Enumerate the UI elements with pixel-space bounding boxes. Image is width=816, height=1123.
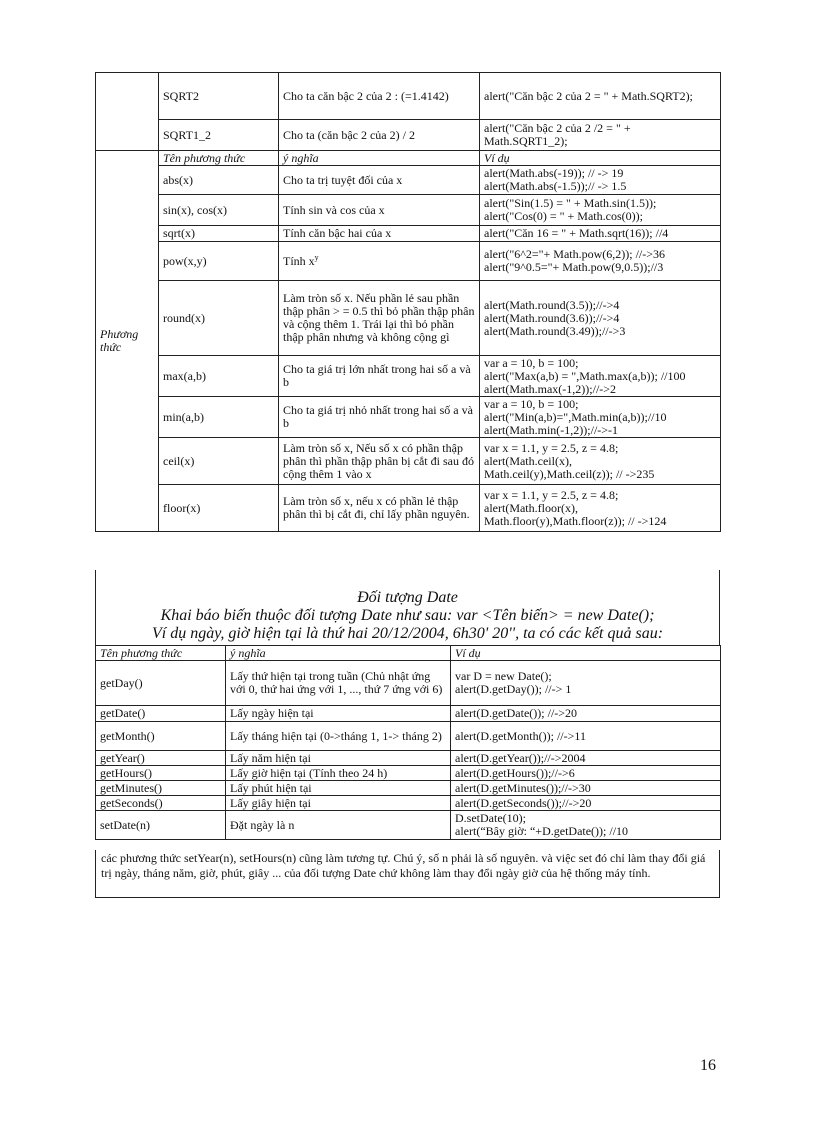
exponent-superscript: y [314,252,319,262]
method-example-cell: var x = 1.1, y = 2.5, z = 4.8; alert(Math.ceil(x), Math.ceil(y),Math.ceil(z)); // ->235 [480,438,721,485]
table-row [96,811,721,840]
method-meaning-cell: Cho ta trị tuyệt đối của x [279,166,480,195]
table-row [96,281,721,356]
date-method-meaning-cell: Lấy thứ hiện tại trong tuần (Chủ nhật ứng với 0, thứ hai ứng với 1, ..., thứ 7 ứng với 6) [226,661,451,706]
header-example-cell: Ví dụ [480,151,721,166]
method-meaning-cell: Làm tròn số x, nếu x có phần lẻ thập phân thì bị cắt đi, chỉ lấy phần nguyên. [279,485,480,532]
property-meaning-cell: Cho ta căn bậc 2 của 2 : (=1.4142) [279,73,480,120]
method-meaning-cell: Làm tròn số x, Nếu số x có phần thập phân thì phần thập phân bị cắt đi sau đó cộng thêm 1 vào x [279,438,480,485]
table-row [96,781,721,796]
method-meaning-cell: Cho ta giá trị lớn nhất trong hai số a và b [279,356,480,397]
date-method-example-cell: alert(D.getMinutes());//->30 [451,781,721,796]
method-name-cell: min(a,b) [159,397,279,438]
page-number: 16 [700,1057,716,1074]
method-name-cell: round(x) [159,281,279,356]
property-example-cell: alert("Căn bậc 2 của 2 = " + Math.SQRT2); [480,73,721,120]
table-row [96,120,721,151]
table-header-row [96,151,721,166]
method-name-cell: ceil(x) [159,438,279,485]
property-meaning-cell: Cho ta (căn bậc 2 của 2) / 2 [279,120,480,151]
date-method-meaning-cell: Lấy năm hiện tại [226,751,451,766]
date-method-example-cell: alert(D.getMonth()); //->11 [451,722,721,751]
table-row [96,73,721,120]
date-method-name-cell: getYear() [96,751,226,766]
table-row [96,226,721,242]
property-example-cell: alert("Căn bậc 2 của 2 /2 = " + Math.SQRT1_2); [480,120,721,151]
table-row [96,397,721,438]
table-row [96,661,721,706]
date-method-meaning-cell: Lấy tháng hiện tại (0->tháng 1, 1-> tháng 2) [226,722,451,751]
table-row [96,796,721,811]
table-row [96,166,721,195]
header-name-cell: Tên phương thức [96,646,226,661]
method-example-cell: alert(Math.round(3.5));//->4 alert(Math.round(3.6));//->4 alert(Math.round(3.49));//->3 [480,281,721,356]
date-method-name-cell: setDate(n) [96,811,226,840]
date-method-name-cell: getMonth() [96,722,226,751]
date-method-example-cell: alert(D.getSeconds());//->20 [451,796,721,811]
method-meaning-cell: Tính căn bậc hai của x [279,226,480,242]
method-meaning-cell: Tính $x^y$ [279,242,480,281]
table-row [96,706,721,722]
date-method-example-cell: alert(D.getHours());//->6 [451,766,721,781]
group-label-cell: Phương thức [96,151,159,532]
method-meaning-cell: Làm tròn số x. Nếu phần lẻ sau phần thập phân > = 0.5 thì bỏ phần thập phân và cộng thêm 1. Trái lại thì bỏ phần thập phân nhưng và không cộng gì [279,281,480,356]
date-method-name-cell: getHours() [96,766,226,781]
date-method-name-cell: getDay() [96,661,226,706]
math-object-table [95,72,721,532]
table-row [96,195,721,226]
date-section-title: Đối tượng Date [357,589,458,606]
method-name-cell: sin(x), cos(x) [159,195,279,226]
method-example-cell: alert("Căn 16 = " + Math.sqrt(16)); //4 [480,226,721,242]
method-example-cell: var a = 10, b = 100; alert("Max(a,b) = ",Math.max(a,b)); //100 alert(Math.max(-1,2));//->2 [480,356,721,397]
date-method-name-cell: getDate() [96,706,226,722]
table-row [96,356,721,397]
method-example-cell: var a = 10, b = 100; alert("Min(a,b)=",Math.min(a,b));//10 alert(Math.min(-1,2));//->-1 [480,397,721,438]
method-name-cell: max(a,b) [159,356,279,397]
date-method-example-cell: D.setDate(10); alert(“Bây giờ: “+D.getDate()); //10 [451,811,721,840]
date-method-name-cell: getMinutes() [96,781,226,796]
table-header-row [96,646,721,661]
date-method-meaning-cell: Đặt ngày là n [226,811,451,840]
date-method-example-cell: alert(D.getYear());//->2004 [451,751,721,766]
header-meaning-cell: ý nghĩa [279,151,480,166]
date-method-meaning-cell: Lấy giây hiện tại [226,796,451,811]
table-row [96,485,721,532]
table-row [96,722,721,751]
header-meaning-cell: ý nghĩa [226,646,451,661]
date-example-text: Ví dụ ngày, giờ hiện tại là thứ hai 20/12/2004, 6h30' 20'', ta có các kết quả sau: [151,625,664,642]
property-name-cell: SQRT2 [159,73,279,120]
table-row [96,242,721,281]
method-meaning-cell: Tính sin và cos của x [279,195,480,226]
date-method-meaning-cell: Lấy ngày hiện tại [226,706,451,722]
method-example-cell: alert("Sin(1.5) = " + Math.sin(1.5)); alert("Cos(0) = " + Math.cos(0)); [480,195,721,226]
method-example-cell: alert("6^2="+ Math.pow(6,2)); //->36 alert("9^0.5="+ Math.pow(9,0.5));//3 [480,242,721,281]
method-name-cell: pow(x,y) [159,242,279,281]
date-method-meaning-cell: Lấy phút hiện tại [226,781,451,796]
date-methods-table [95,645,721,840]
method-example-cell: var x = 1.1, y = 2.5, z = 4.8; alert(Math.floor(x), Math.floor(y),Math.floor(z)); // ->124 [480,485,721,532]
date-method-example-cell: alert(D.getDate()); //->20 [451,706,721,722]
group-cell-empty [96,73,159,151]
table-row [96,766,721,781]
header-example-cell: Ví dụ [451,646,721,661]
date-method-example-cell: var D = new Date(); alert(D.getDay()); //-> 1 [451,661,721,706]
method-name-cell: abs(x) [159,166,279,195]
method-name-cell: sqrt(x) [159,226,279,242]
header-name-cell: Tên phương thức [159,151,279,166]
date-object-section [95,570,720,645]
date-method-meaning-cell: Lấy giờ hiện tại (Tính theo 24 h) [226,766,451,781]
method-name-cell: floor(x) [159,485,279,532]
table-row [96,751,721,766]
date-declaration-text: Khai báo biến thuộc đối tượng Date như sau: var <Tên biến> = new Date(); [160,607,655,624]
method-meaning-cell: Cho ta giá trị nhỏ nhất trong hai số a và b [279,397,480,438]
property-name-cell: SQRT1_2 [159,120,279,151]
date-methods-note: các phương thức setYear(n), setHours(n) cũng làm tương tự. Chú ý, số n phải là số nguyên. và việc set đó chỉ làm thay đổi giá trị ngày, tháng năm, giờ, phút, giây ... của đối tượng Date chứ không làm thay đổi ngày giờ của hệ thống máy tính. [95,850,720,898]
table-row [96,438,721,485]
method-example-cell: alert(Math.abs(-19)); // -> 19 alert(Math.abs(-1.5));// -> 1.5 [480,166,721,195]
date-method-name-cell: getSeconds() [96,796,226,811]
